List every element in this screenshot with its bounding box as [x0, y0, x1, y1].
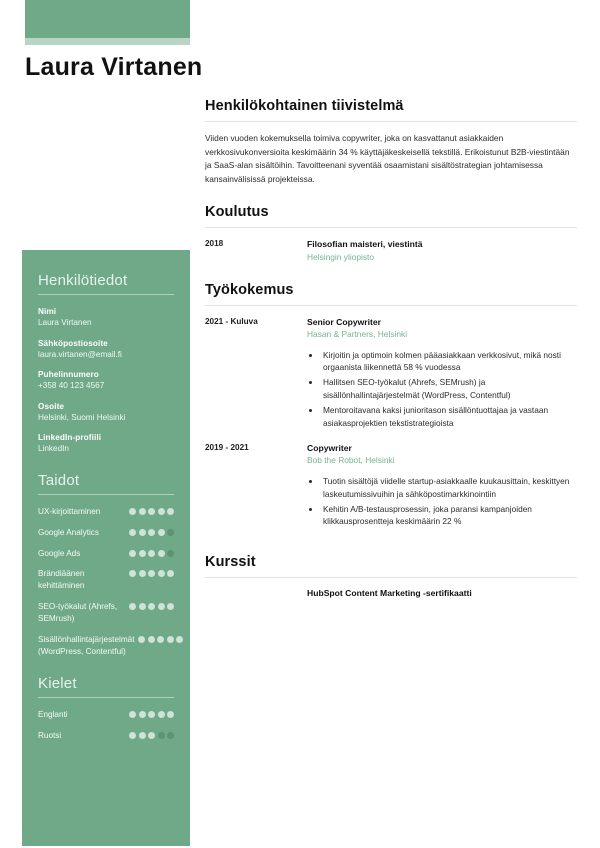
contact-item	[38, 401, 174, 424]
rating-dot-filled	[148, 529, 155, 536]
contact-label: LinkedIn-profiili	[38, 433, 102, 443]
contact-label: Nimi	[38, 307, 57, 316]
rating-dot-filled	[148, 603, 155, 610]
divider	[205, 577, 577, 578]
divider	[38, 494, 174, 495]
rating-dot-filled	[176, 636, 183, 643]
contact-item	[38, 306, 174, 329]
rating-dot-filled	[158, 529, 165, 536]
rating-dot-filled	[129, 550, 136, 557]
rating-row	[38, 527, 174, 539]
course-date-spacer	[205, 588, 307, 598]
entry-body	[307, 442, 577, 531]
sidebar-heading-skills: Taidot	[38, 471, 80, 489]
courses-list	[205, 588, 577, 598]
section-heading-experience: Työkokemus	[205, 281, 294, 298]
rating-dots	[129, 506, 174, 515]
rating-dots	[129, 730, 174, 739]
rating-dot-filled	[138, 636, 145, 643]
rating-dot-filled	[139, 550, 146, 557]
sidebar-section-personal	[38, 272, 174, 455]
rating-dots	[129, 548, 174, 557]
rating-row	[38, 601, 174, 625]
course-entry	[205, 588, 577, 598]
rating-dot-empty	[158, 732, 165, 739]
divider	[38, 697, 174, 698]
contact-value: laura.virtanen@email.fi	[38, 349, 122, 359]
page-title: Laura Virtanen	[25, 53, 203, 81]
rating-label: Brändiäänen kehittäminen	[38, 569, 85, 591]
rating-dot-filled	[129, 570, 136, 577]
section-education	[205, 204, 577, 263]
rating-dot-filled	[129, 603, 136, 610]
contact-item	[38, 432, 174, 455]
contact-value: Laura Virtanen	[38, 318, 92, 328]
experience-list	[205, 316, 577, 531]
sidebar-heading-languages: Kielet	[38, 674, 77, 692]
rating-row	[38, 506, 174, 518]
rating-dot-filled	[148, 732, 155, 739]
rating-dot-empty	[167, 732, 174, 739]
rating-label: Englanti	[38, 709, 68, 719]
rating-dot-filled	[157, 636, 164, 643]
entry-title: Copywriter	[307, 442, 352, 453]
contact-label: Osoite	[38, 401, 65, 411]
rating-dot-filled	[139, 529, 146, 536]
rating-dot-filled	[129, 711, 136, 718]
entry-bullet-list	[307, 349, 577, 430]
contact-label: Sähköpostiosoite	[38, 338, 108, 348]
section-summary	[205, 98, 577, 186]
contact-item	[38, 369, 174, 392]
rating-dot-filled	[167, 636, 174, 643]
rating-dot-filled	[158, 550, 165, 557]
section-courses	[205, 554, 577, 598]
entry-title: Filosofian maisteri, viestintä	[307, 239, 423, 250]
rating-dot-filled	[139, 508, 146, 515]
section-experience	[205, 282, 577, 531]
rating-row	[38, 548, 174, 560]
entry-title: Senior Copywriter	[307, 316, 382, 327]
entry-date: 2018	[205, 239, 224, 249]
rating-dot-filled	[129, 732, 136, 739]
rating-dot-filled	[158, 508, 165, 515]
rating-dot-empty	[167, 529, 174, 536]
entry-bullet: • Kirjoitin ja optimoin kolmen pääasiakkaan verkkosivut, mikä nosti orgaanista liikennettä 58 % vuodessa	[321, 349, 577, 375]
rating-dots	[129, 709, 174, 718]
section-heading-courses: Kurssit	[205, 554, 256, 571]
rating-dot-filled	[148, 570, 155, 577]
entry-bullet: • Mentoroitavana kaksi junioritason sisällöntuottajaa ja vastaan asiakasprojektien tekstistrategioista	[321, 404, 577, 430]
entry-date: 2021 - Kuluva	[205, 316, 258, 326]
contact-item	[38, 338, 174, 361]
rating-dot-filled	[167, 508, 174, 515]
entry-bullet: • Kehitin A/B-testausprosessin, joka paransi kampanjoiden klikkausprosentteja keskimäärin 22 %	[321, 503, 577, 529]
entry-bullet: • Tuotin sisältöjä viidelle startup-asiakkaalle kuukausittain, keskittyen laskeutumissivuihin ja sähköpostimarkkinointiin	[321, 475, 577, 501]
entry-organization: Hasan & Partners, Helsinki	[307, 328, 408, 339]
rating-label: Google Ads	[38, 548, 81, 558]
rating-dot-filled	[158, 603, 165, 610]
sidebar-section-skills	[38, 472, 174, 658]
rating-label: Sisällönhallintajärjestelmät (WordPress, Contentful)	[38, 634, 135, 656]
rating-dot-filled	[167, 570, 174, 577]
entry-date: 2019 - 2021	[205, 442, 249, 452]
course-name: HubSpot Content Marketing -sertifikaatti	[307, 588, 472, 599]
entry-bullet-list	[307, 475, 577, 528]
rating-label: UX-kirjoittaminen	[38, 506, 101, 516]
timeline-entry	[205, 316, 577, 432]
rating-dot-filled	[148, 711, 155, 718]
rating-dot-filled	[158, 711, 165, 718]
rating-label: Google Analytics	[38, 527, 99, 537]
entry-organization: Bob the Robot, Helsinki	[307, 455, 395, 466]
sidebar-section-languages	[38, 675, 174, 742]
rating-dot-filled	[139, 570, 146, 577]
rating-row	[38, 634, 174, 658]
languages-list	[38, 709, 174, 742]
rating-dot-filled	[167, 711, 174, 718]
rating-dot-filled	[129, 529, 136, 536]
header-accent-banner	[25, 0, 190, 38]
spacer	[205, 274, 577, 282]
rating-dots	[129, 601, 174, 610]
rating-row	[38, 730, 174, 742]
spacer	[205, 540, 577, 554]
rating-dot-filled	[129, 508, 136, 515]
divider	[38, 294, 174, 295]
header-accent-underline	[25, 38, 190, 45]
contact-label: Puhelinnumero	[38, 370, 99, 380]
rating-dot-filled	[148, 636, 155, 643]
rating-dot-filled	[158, 570, 165, 577]
entry-bullet: • Hallitsen SEO-työkalut (Ahrefs, SEMrush) ja sisällönhallintajärjestelmät (WordPress, Contentful)	[321, 376, 577, 402]
rating-label: Ruotsi	[38, 730, 62, 740]
education-list	[205, 238, 577, 263]
contact-value: +358 40 123 4567	[38, 381, 105, 391]
sidebar	[22, 250, 190, 846]
timeline-entry	[205, 238, 577, 263]
rating-label: SEO-työkalut (Ahrefs, SEMrush)	[38, 602, 118, 624]
rating-dot-filled	[148, 550, 155, 557]
entry-body	[307, 316, 577, 432]
summary-text: Viiden vuoden kokemuksella toimiva copywriter, joka on kasvattanut asiakkaiden verkkosivukonversioita keskimäärin 34 % käyttäjäkeskeisellä tekstillä. Erikoistunut B2B-viestintään ja SaaS-alan sisältöihin. Tavoitteenani syventää osaamistani sisältöstrategian johtamisessa kansainvälisissä projekteissa.	[205, 133, 570, 184]
rating-dot-filled	[167, 603, 174, 610]
sidebar-heading-personal: Henkilötiedot	[38, 272, 128, 289]
rating-dot-filled	[139, 603, 146, 610]
rating-dots	[129, 568, 174, 577]
section-heading-summary: Henkilökohtainen tiivistelmä	[205, 98, 404, 114]
timeline-entry	[205, 442, 577, 531]
divider	[205, 305, 577, 306]
rating-dots	[129, 527, 174, 536]
skills-list	[38, 506, 174, 658]
contact-value: LinkedIn	[38, 444, 69, 454]
entry-organization: Helsingin yliopisto	[307, 251, 375, 262]
divider	[205, 227, 577, 228]
rating-dot-empty	[167, 550, 174, 557]
entry-body	[307, 238, 577, 263]
main-content	[205, 98, 577, 602]
contact-list	[38, 306, 174, 455]
rating-dot-filled	[148, 508, 155, 515]
rating-dot-filled	[139, 732, 146, 739]
rating-dot-filled	[139, 711, 146, 718]
contact-value: Helsinki, Suomi Helsinki	[38, 412, 126, 422]
rating-dots	[138, 634, 183, 643]
rating-row	[38, 568, 174, 592]
divider	[205, 121, 577, 122]
rating-row	[38, 709, 174, 721]
section-heading-education: Koulutus	[205, 204, 269, 221]
